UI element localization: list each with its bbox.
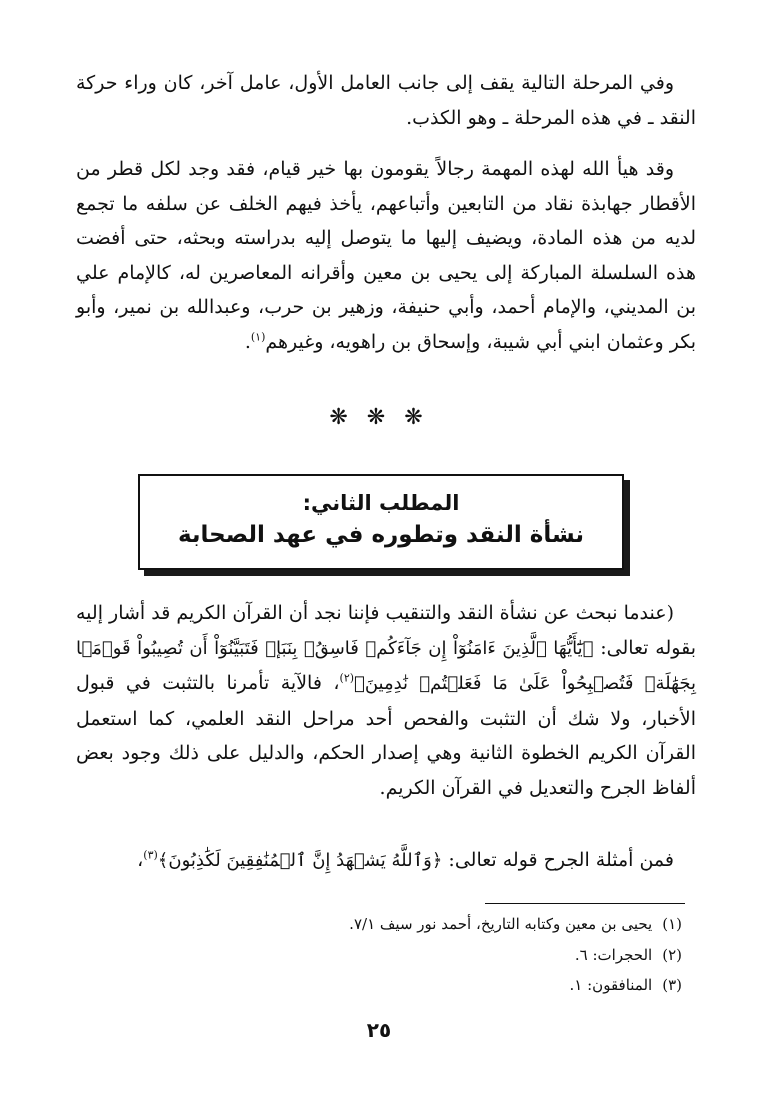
section-title: نشأة النقد وتطوره في عهد الصحابة [177, 522, 585, 548]
paragraph-2-text: وقد هيأ الله لهذه المهمة رجالاً يقومون بها خير قيام، فقد وجد لكل قطر من الأقطار جهابذة نقاد من التابعين وأتباعهم، يأخذ فيهم الخلف عن سلفه ما تجمع لديه من هذه المادة، ويضيف إليها ما يتوصل إليه بدراسته وبحثه، حتى أفضت هذه السلسلة المباركة إلى يحيى بن معين وأقرانه المعاصرين له، كالإمام علي بن المديني، والإمام أحمد، وأبي حنيفة، وزهير بن حرب، وعبدالله بن نمير، وأبو بكر وعثمان ابني أبي شيبة، وإسحاق بن راهويه، وغيرهم [76, 158, 696, 353]
footnote-3 [122, 975, 682, 995]
footnote-2-number: (٢) [662, 946, 682, 964]
paragraph-4-end: ، [137, 849, 144, 871]
footnote-1 [122, 914, 682, 934]
page-number: ٢٥ [366, 1018, 392, 1042]
paragraph-3-text-b: ، فالآية تأمرنا بالتثبت في قبول الأخبار، ولا شك أن التثبت والفحص أحد مراحل النقد العلمي، كما استعمل القرآن الكريم الخطوة الثانية وهي إصدار الحكم، والدليل على ذلك وجود بعض ألفاظ الجرح والتعديل في القرآن الكريم. [76, 672, 696, 799]
section-label: المطلب الثاني: [302, 491, 460, 515]
footnote-3-text: المنافقون: ١. [569, 976, 653, 994]
footnote-2-text: الحجرات: ٦. [574, 946, 653, 964]
footnote-ref-3: (٣) [143, 848, 158, 862]
paragraph-4 [76, 843, 696, 879]
footnote-ref-1: (١) [250, 330, 266, 344]
quran-verse-hujurat: ﴿يَٰٓأَيُّهَا ٱلَّذِينَ ءَامَنُوٓاْ إِن جَآءَكُمۡ فَاسِقُۢ بِنَبَإٖ فَتَبَيَّنُوٓاْ أَن تُصِيبُواْ قَوۡمَۢا بِجَهَٰلَةٖ فَتُصۡبِحُواْ عَلَىٰ مَا فَعَلۡتُمۡ نَٰدِمِينَ﴾ [76, 637, 697, 694]
footnote-divider [485, 903, 685, 904]
paragraph-3 [76, 596, 696, 805]
footnote-3-number: (٣) [662, 976, 682, 994]
quran-verse-munafiqun: ﴿وَٱللَّهُ يَشۡهَدُ إِنَّ ٱلۡمُنَٰفِقِينَ لَكَٰذِبُونَ﴾ [157, 850, 443, 871]
footnote-1-text: يحيى بن معين وكتابه التاريخ، أحمد نور سيف ٧/١. [349, 915, 653, 933]
paragraph-2-end: . [244, 330, 251, 353]
paragraph-3-text-a: (عندما نبحث عن نشأة النقد والتنقيب فإننا نجد أن القرآن الكريم قد أشار إليه بقوله تعالى: [76, 602, 696, 659]
footnote-ref-2: (٢) [339, 671, 355, 685]
footnote-2 [122, 945, 682, 965]
paragraph-1 [76, 66, 696, 135]
paragraph-2 [76, 152, 696, 359]
footnote-1-number: (١) [662, 915, 682, 933]
paragraph-1-text: وفي المرحلة التالية يقف إلى جانب العامل الأول، عامل آخر، كان وراء حركة النقد ـ في هذه المرحلة ـ وهو الكذب. [76, 72, 696, 129]
paragraph-4-text: فمن أمثلة الجرح قوله تعالى: [442, 849, 674, 871]
section-heading-box [138, 474, 624, 570]
section-separator: ❋ ❋ ❋ [329, 405, 429, 430]
